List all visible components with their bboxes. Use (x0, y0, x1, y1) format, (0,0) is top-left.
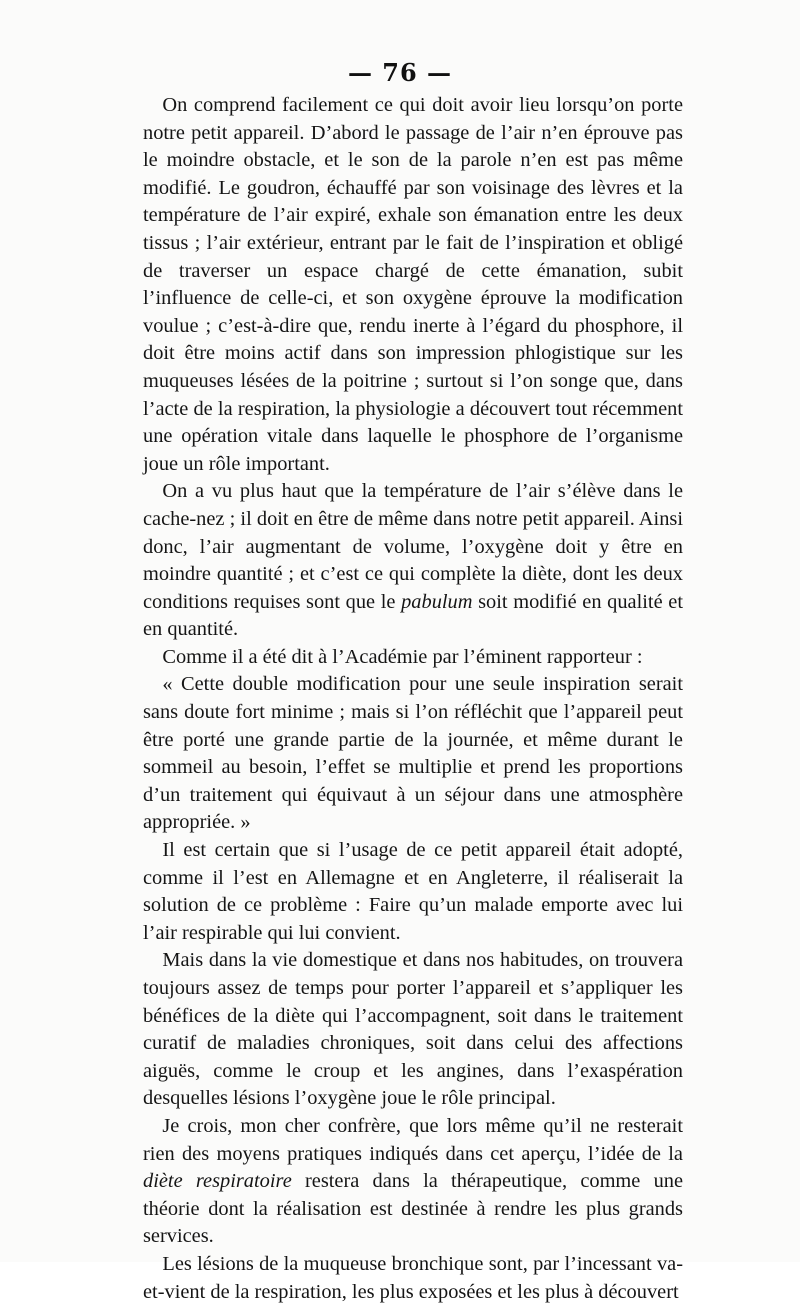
paragraph-2-italic-pabulum: pabulum (401, 590, 473, 613)
paragraph-4-quotation (143, 671, 683, 837)
paragraph-6 (143, 947, 683, 1113)
paragraph-3-text: Comme il a été dit à l’Académie par l’éminent rapporteur : (162, 645, 643, 668)
paragraph-6-text: Mais dans la vie domestique et dans nos habitudes, on trouvera toujours assez de temps pour porter l’appareil et s’appliquer les bénéfices de la diète qui l’accompagnent, soit dans le traitement curatif de maladies chroniques, soit dans celui des affections aiguës, comme le croup et les angines, dans l’exaspération desquelles lésions l’oxygène joue le rôle principal. (143, 949, 683, 1110)
paragraph-7-text-b: restera dans la thérapeutique, comme une théorie dont la réalisation est destinée à rendre les plus grands services. (143, 1170, 684, 1248)
paragraph-7 (143, 1113, 683, 1251)
paragraph-3 (143, 644, 683, 672)
paragraph-5 (143, 837, 683, 947)
paragraph-8 (143, 1251, 683, 1306)
body-text (143, 92, 683, 1306)
paragraph-7-italic-diete-respiratoire: diète respiratoire (143, 1170, 292, 1193)
page-number: — 76 — (347, 58, 453, 87)
paragraph-2-text-b: soit modifié en qualité et en quantité. (143, 590, 683, 641)
paragraph-1 (143, 92, 683, 478)
paragraph-2-text-a: On a vu plus haut que la température de l’air s’élève dans le cache-nez ; il doit en être de même dans notre petit appareil. Ainsi donc, l’air augmentant de volume, l’oxygène doit y être en moindre quantité ; et c’est ce qui complète la diète, dont les deux conditions requises sont que le (143, 480, 683, 613)
paragraph-4-text: « Cette double modification pour une seule inspiration serait sans doute fort minime ; mais si l’on réfléchit que l’appareil peut être porté une grande partie de la journée, et même durant le sommeil au besoin, l’effet se multiplie et prend les proportions d’un traitement qui équivaut à un séjour dans une atmosphère appropriée. » (143, 673, 683, 834)
paragraph-2 (143, 478, 683, 644)
paragraph-7-text-a: Je crois, mon cher confrère, que lors même qu’il ne resterait rien des moyens pratiques indiqués dans cet aperçu, l’idée de la (143, 1114, 683, 1165)
paragraph-1-text: On comprend facilement ce qui doit avoir lieu lorsqu’on porte notre petit appareil. D’abord le passage de l’air n’en éprouve pas le moindre obstacle, et le son de la parole n’en est pas même modifié. Le goudron, échauffé par son voisinage des lèvres et la température de l’air expiré, exhale son émanation entre les deux tissus ; l’air extérieur, entrant par le fait de l’inspiration et obligé de traverser un espace chargé de cette émanation, subit l’influence de celle-ci, et son oxygène éprouve la modification voulue ; c’est-à-dire que, rendu inerte à l’égard du phosphore, il doit être moins actif dans son impression phlogistique sur les muqueuses lésées de la poitrine ; surtout si l’on songe que, dans l’acte de la respiration, la physiologie a découvert tout récemment une opération vitale dans laquelle le phosphore de l’organisme joue un rôle important. (143, 94, 683, 475)
paragraph-5-text: Il est certain que si l’usage de ce petit appareil était adopté, comme il l’est en Allemagne et en Angleterre, il réaliserait la solution de ce problème : Faire qu’un malade emporte avec lui l’air respirable qui lui convient. (143, 839, 683, 944)
paragraph-8-text: Les lésions de la muqueuse bronchique sont, par l’incessant va-et-vient de la respiration, les plus exposées et les plus à découvert (143, 1252, 683, 1303)
